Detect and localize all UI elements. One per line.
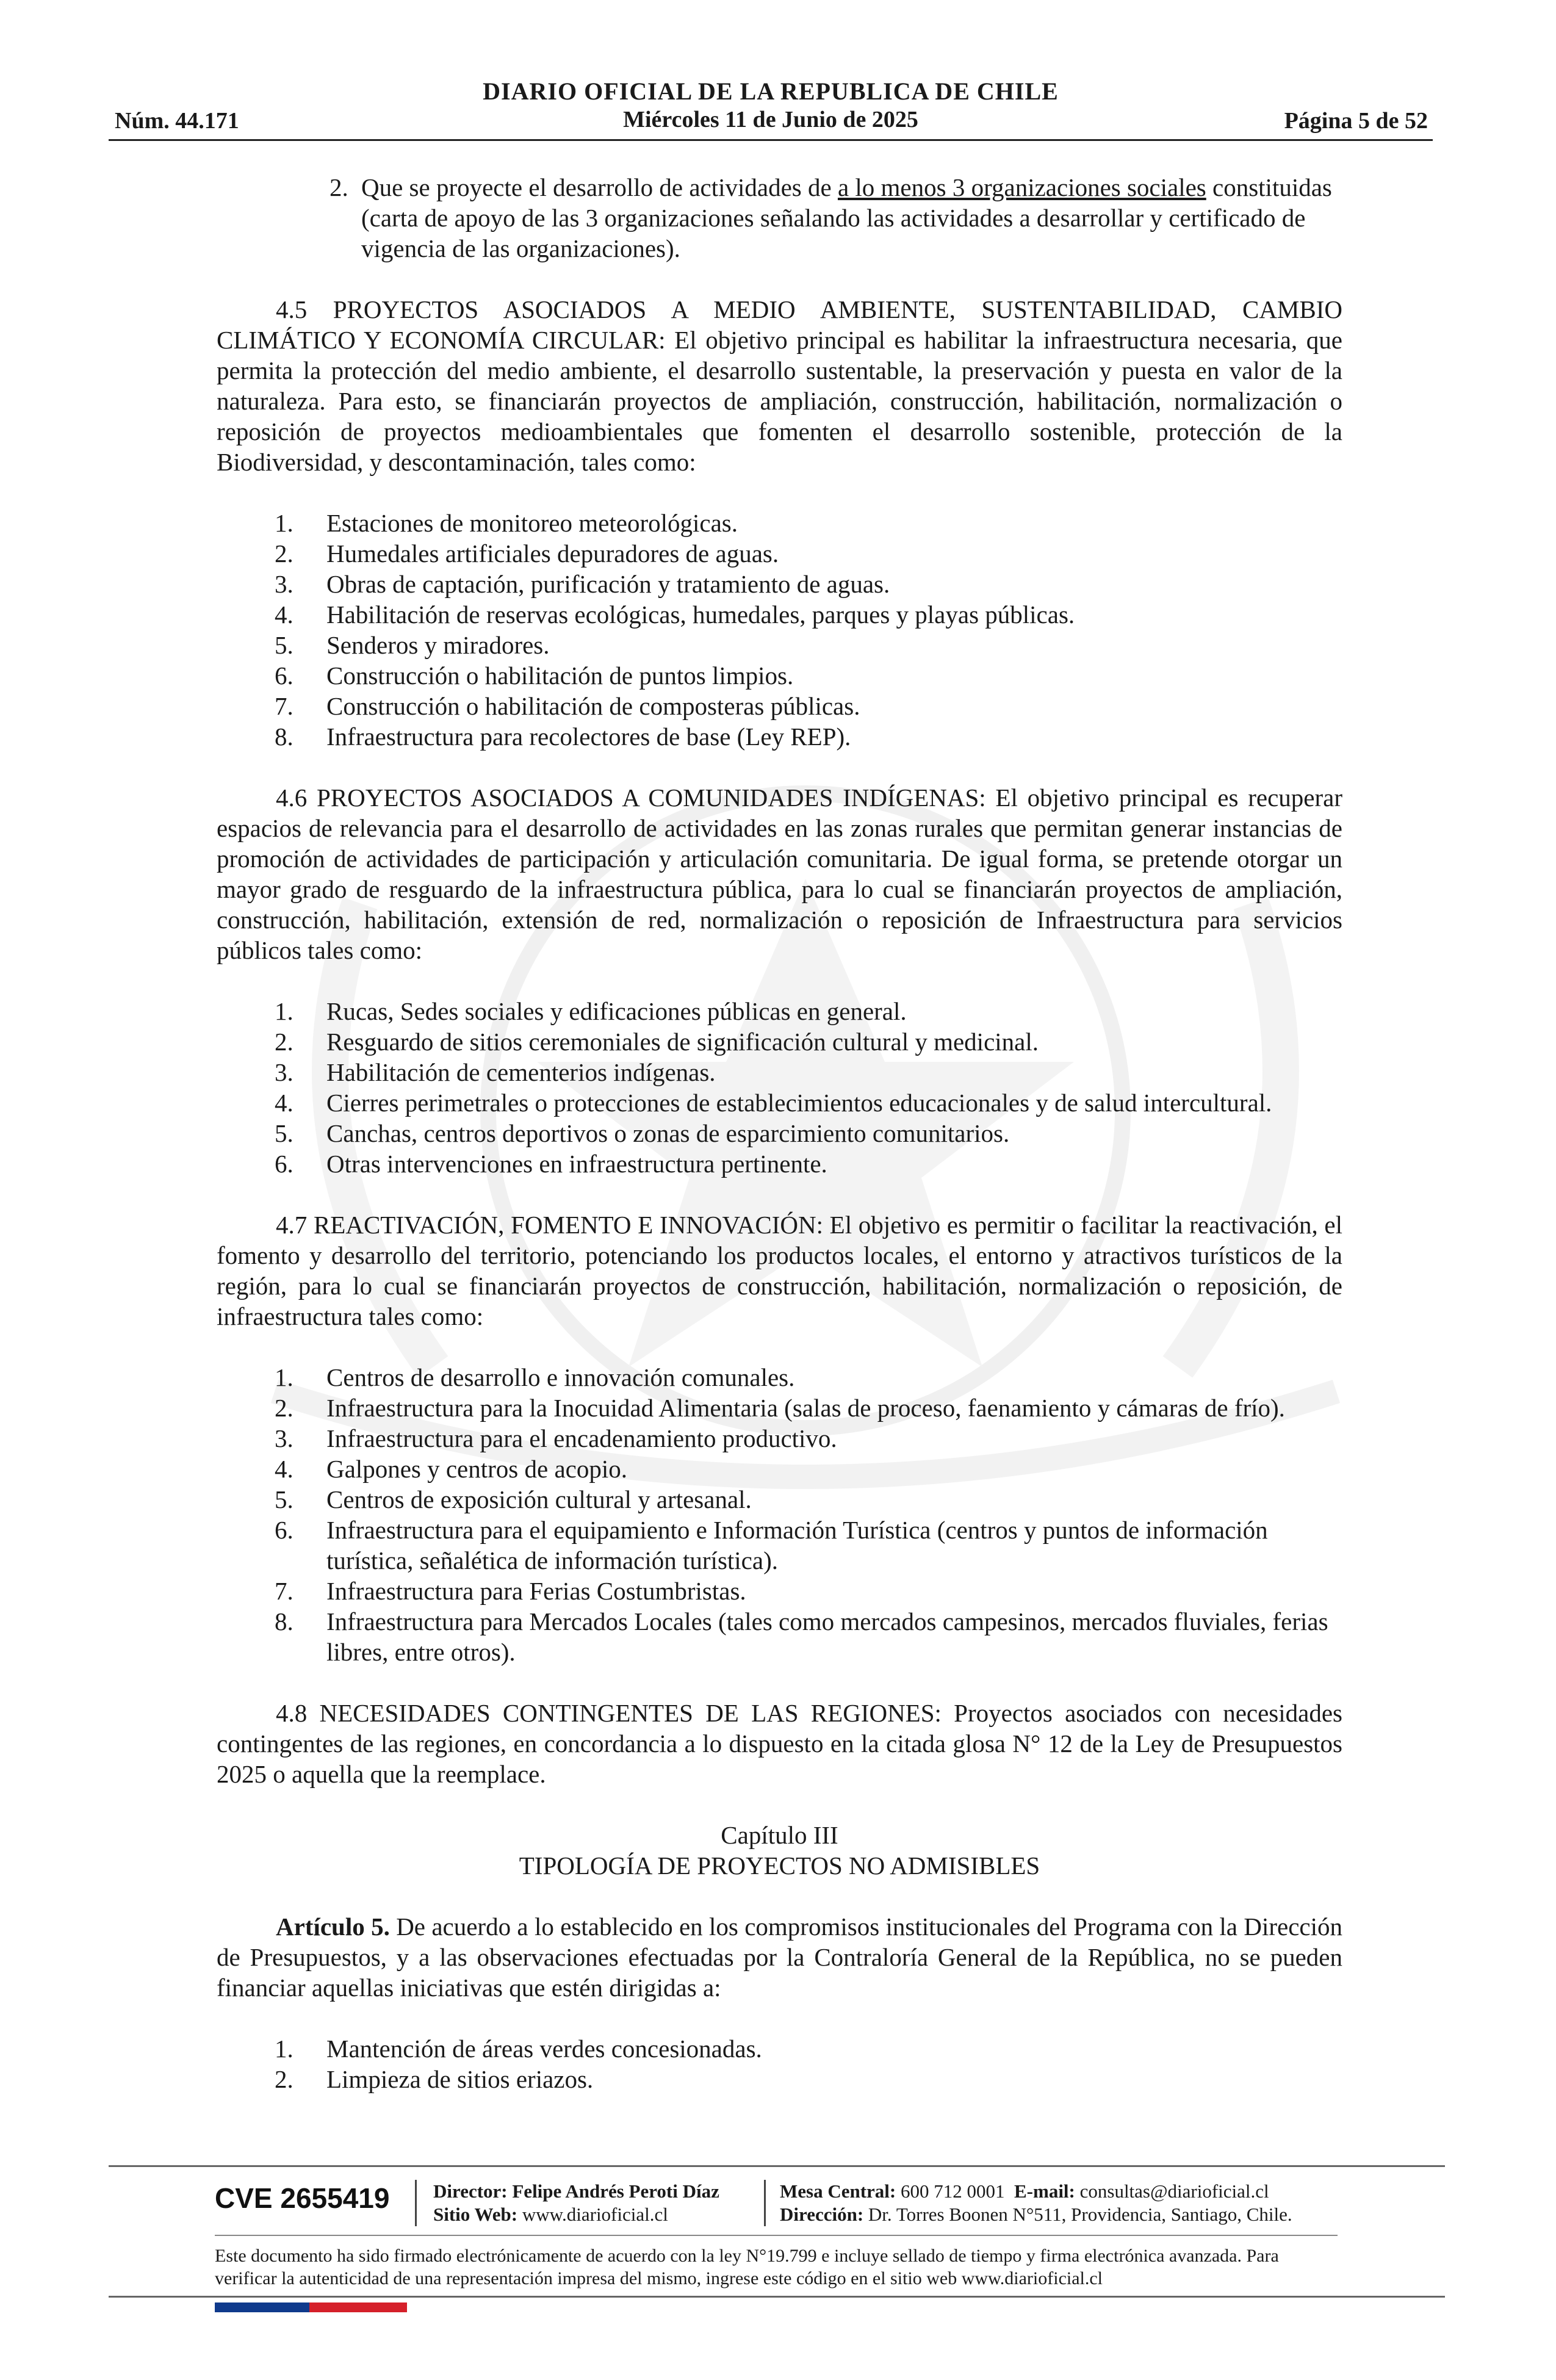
list-item-text: Infraestructura para el equipamiento e Información Turística (centros y puntos de información turística, señalética de información turística).	[326, 1516, 1268, 1574]
list-item	[217, 691, 1342, 721]
article-label: Artículo 5.	[276, 1913, 390, 1941]
list-item-number: 3.	[275, 1424, 294, 1452]
list-item	[217, 1454, 1342, 1484]
list-item	[217, 1393, 1342, 1423]
address-value: Dr. Torres Boonen N°511, Providencia, Santiago, Chile.	[868, 2204, 1292, 2225]
list-item-number: 8.	[275, 723, 294, 751]
list-item	[217, 1057, 1342, 1087]
list-item-number: 2.	[275, 1028, 294, 1056]
list-item-number: 6.	[275, 1516, 294, 1544]
footer-director-block	[433, 2180, 719, 2226]
section-4-8-paragraph: 4.8 NECESIDADES CONTINGENTES DE LAS REGIONES: Proyectos asociados con necesidades contingentes de las regiones, en concordancia a lo dispuesto en la citada glosa N° 12 de la Ley de Presupuestos 2025 o aquella que la reemplace.	[217, 1699, 1342, 1788]
list-item	[217, 599, 1342, 630]
section-4-5-paragraph: 4.5 PROYECTOS ASOCIADOS A MEDIO AMBIENTE, SUSTENTABILIDAD, CAMBIO CLIMÁTICO Y ECONOMÍA CIRCULAR: El objetivo principal es habilitar la infraestructura necesaria, que permita la protección del medio ambiente, el desarrollo sustentable, la preservación y puesta en valor de la naturaleza. Para esto, se financiarán proyectos de ampliación, construcción, habilitación, normalización o reposición de proyectos medioambientales que fomenten el desarrollo sostenible, protección de la Biodiversidad, y descontaminación, tales como:	[217, 295, 1342, 476]
issue-date: Miércoles 11 de Junio de 2025	[623, 107, 918, 132]
list-item-text: Limpieza de sitios eriazos.	[326, 2065, 594, 2093]
website-label: Sitio Web:	[433, 2204, 518, 2225]
issue-number: Núm. 44.171	[115, 108, 239, 134]
section-4-7-paragraph: 4.7 REACTIVACIÓN, FOMENTO E INNOVACIÓN: El objetivo es permitir o facilitar la reactivación, el fomento y desarrollo del territorio, potenciando los productos locales, el entorno y atractivos turísticos de la región, para lo cual se financiarán proyectos de construcción, habilitación, normalización o reposición, de infraestructura tales como:	[217, 1211, 1342, 1330]
underlined-text: a lo menos 3 organizaciones sociales	[837, 173, 1206, 201]
list-item	[217, 630, 1342, 660]
list-item	[217, 1576, 1342, 1606]
flag-stripe	[215, 2302, 407, 2312]
article-text: De acuerdo a lo establecido en los compromisos institucionales del Programa con la Dirección de Presupuestos, y a las observaciones efectuadas por la Contraloría General de la República, no se pueden financiar aquellas iniciativas que estén dirigidas a:	[217, 1913, 1342, 2002]
list-item-text: Otras intervenciones en infraestructura pertinente.	[326, 1150, 827, 1178]
list-item-text: Infraestructura para la Inocuidad Alimentaria (salas de proceso, faenamiento y cámaras de frío).	[326, 1394, 1285, 1422]
list-item-number: 2.	[275, 2065, 294, 2093]
phone-label: Mesa Central:	[780, 2180, 896, 2202]
footer-divider	[109, 2165, 1445, 2167]
list-item-number: 6.	[275, 1150, 294, 1178]
list-item-text: Habilitación de reservas ecológicas, humedales, parques y playas públicas.	[326, 600, 1075, 629]
journal-title: DIARIO OFICIAL DE LA REPUBLICA DE CHILE	[483, 78, 1059, 105]
footer-bottom-divider	[109, 2296, 1445, 2298]
signature-notice: Este documento ha sido firmado electrónicamente de acuerdo con la ley N°19.799 e incluye sellado de tiempo y firma electrónica avanzada. Para verificar la autenticidad de una representación impresa del mismo, ingrese este código en el sitio web www.diarioficial.cl	[215, 2246, 1279, 2288]
list-item-text: Resguardo de sitios ceremoniales de significación cultural y medicinal.	[326, 1028, 1039, 1056]
list-item-text: Humedales artificiales depuradores de aguas.	[326, 539, 779, 568]
list-item	[217, 1515, 1342, 1576]
chapter-title: TIPOLOGÍA DE PROYECTOS NO ADMISIBLES	[519, 1852, 1040, 1880]
list-item-text-pre: Que se proyecte el desarrollo de actividades de	[361, 173, 838, 201]
footer-separator	[415, 2180, 417, 2226]
phone-email-line	[780, 2180, 1292, 2203]
list-item-text: Estaciones de monitoreo meteorológicas.	[326, 509, 738, 537]
list-item-text: Mantención de áreas verdes concesionadas.	[326, 2035, 762, 2063]
list-item-number: 5.	[275, 631, 294, 659]
footer-separator	[764, 2180, 766, 2226]
list-item-number: 1.	[275, 997, 294, 1025]
flag-blue-stripe	[215, 2302, 309, 2312]
list-item	[217, 721, 1342, 752]
list-item	[217, 1118, 1342, 1149]
cve-code: CVE 2655419	[215, 2182, 390, 2214]
list-item-number: 4.	[275, 1089, 294, 1117]
header-divider	[109, 139, 1433, 141]
list-item-text: Habilitación de cementerios indígenas.	[326, 1058, 716, 1086]
footer-contact-block	[780, 2180, 1292, 2226]
list-item	[217, 660, 1342, 691]
list-item-text: Infraestructura para Ferias Costumbristas.	[326, 1577, 746, 1605]
list-item-number: 2.	[275, 1394, 294, 1422]
article-5-paragraph	[217, 1911, 1342, 2003]
list-item-text: Cierres perimetrales o protecciones de establecimientos educacionales y de salud intercultural.	[326, 1089, 1272, 1117]
intro-list	[217, 172, 1342, 264]
article-5-list	[217, 2033, 1342, 2094]
list-item-number: 7.	[275, 692, 294, 720]
email-label: E-mail:	[1014, 2180, 1075, 2202]
list-item	[217, 996, 1342, 1026]
website-line	[433, 2203, 719, 2226]
document-body	[217, 172, 1342, 2094]
list-item	[217, 1606, 1342, 1667]
page-header	[109, 72, 1433, 145]
list-item-number: 7.	[275, 1577, 294, 1605]
list-item	[217, 1423, 1342, 1454]
list-item	[217, 1484, 1342, 1515]
list-item-text: Infraestructura para el encadenamiento productivo.	[326, 1424, 837, 1452]
phone-value: 600 712 0001	[901, 2180, 1005, 2202]
list-item-text: Infraestructura para recolectores de base (Ley REP).	[326, 723, 851, 751]
list-item-number: 5.	[275, 1485, 294, 1513]
page-number: Página 5 de 52	[1284, 108, 1428, 134]
list-item-text: Galpones y centros de acopio.	[326, 1455, 627, 1483]
list-item	[217, 2033, 1342, 2064]
list-item-text: Centros de desarrollo e innovación comunales.	[326, 1363, 795, 1391]
section-4-5-list	[217, 508, 1342, 752]
list-item-number: 3.	[275, 1058, 294, 1086]
list-item-number: 8.	[275, 1607, 294, 1635]
list-item-text: Construcción o habilitación de puntos limpios.	[326, 662, 794, 690]
list-item	[217, 508, 1342, 538]
list-item	[217, 2064, 1342, 2094]
director-name: Director: Felipe Andrés Peroti Díaz	[433, 2180, 719, 2202]
list-item-text: Canchas, centros deportivos o zonas de esparcimiento comunitarios.	[326, 1119, 1010, 1147]
list-item-text: Infraestructura para Mercados Locales (tales como mercados campesinos, mercados fluviales, ferias libres, entre otros).	[326, 1607, 1328, 1666]
list-item-text-post: constituidas (carta de apoyo de las 3 organizaciones señalando las actividades a desarrollar y certificado de vigencia de las organizaciones).	[361, 173, 1332, 262]
list-item-number: 6.	[275, 662, 294, 690]
list-item-number: 3.	[275, 570, 294, 598]
list-item	[217, 1026, 1342, 1057]
list-item-number: 1.	[275, 1363, 294, 1391]
website-link[interactable]: www.diarioficial.cl	[522, 2204, 668, 2225]
list-item-text: Construcción o habilitación de composteras públicas.	[326, 692, 860, 720]
address-label: Dirección:	[780, 2204, 864, 2225]
list-item	[217, 1087, 1342, 1118]
section-4-6-paragraph: 4.6 PROYECTOS ASOCIADOS A COMUNIDADES INDÍGENAS: El objetivo principal es recuperar espacios de relevancia para el desarrollo de actividades en las zonas rurales que permitan generar instancias de promoción de actividades de participación y articulación comunitaria. De igual forma, se pretende otorgar un mayor grado de resguardo de la infraestructura pública, para lo cual se financiarán proyectos de ampliación, construcción, habilitación, extensión de red, normalización o reposición de Infraestructura para servicios públicos tales como:	[217, 784, 1342, 964]
list-item-number: 2.	[330, 173, 348, 201]
list-item-number: 1.	[275, 2035, 294, 2063]
list-item-number: 1.	[275, 509, 294, 537]
footer-inner-divider	[215, 2235, 1338, 2236]
list-item	[217, 1362, 1342, 1393]
list-item-text: Rucas, Sedes sociales y edificaciones públicas en general.	[326, 997, 907, 1025]
list-item-text: Senderos y miradores.	[326, 631, 550, 659]
list-item-text: Obras de captación, purificación y tratamiento de aguas.	[326, 570, 890, 598]
list-item	[217, 172, 1342, 264]
list-item-number: 4.	[275, 1455, 294, 1483]
list-item	[217, 1149, 1342, 1179]
list-item-text: Centros de exposición cultural y artesanal.	[326, 1485, 752, 1513]
list-item	[217, 569, 1342, 599]
section-4-6-list	[217, 996, 1342, 1179]
email-link[interactable]: consultas@diarioficial.cl	[1079, 2180, 1269, 2202]
list-item	[217, 538, 1342, 569]
section-4-7-list	[217, 1362, 1342, 1667]
chapter-label: Capítulo III	[721, 1821, 838, 1849]
flag-red-stripe	[309, 2302, 407, 2312]
list-item-number: 2.	[275, 539, 294, 568]
address-line	[780, 2203, 1292, 2226]
list-item-number: 4.	[275, 600, 294, 629]
list-item-number: 5.	[275, 1119, 294, 1147]
